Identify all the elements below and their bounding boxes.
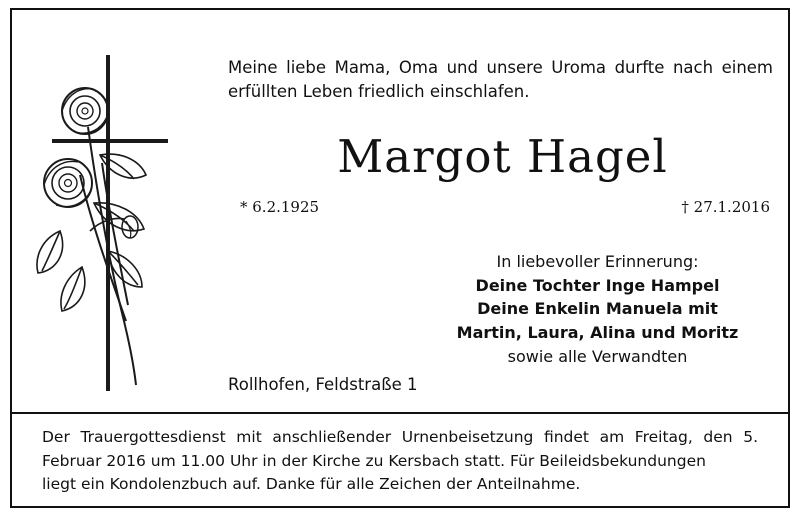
- dedication-heading: In liebevoller Erinnerung:: [496, 252, 699, 271]
- service-information: [42, 426, 758, 497]
- service-text-last-line: liegt ein Kondolenzbuch auf. Danke für alle Zeichen der Anteilnahme.: [42, 475, 581, 494]
- section-divider: [12, 412, 788, 414]
- dedication-closing-line: sowie alle Verwandten: [507, 346, 688, 366]
- service-text: Der Trauergottesdienst mit anschließender Urnenbeisetzung findet am Freitag, den 5. Februar 2016 um 11.00 Uhr in der Kirche zu Kersbach statt. Für Beileidsbekundungen: [42, 428, 758, 470]
- dedication-line-2: Deine Enkelin Manuela mit: [477, 299, 718, 319]
- dedication-line-3: Martin, Laura, Alina und Moritz: [456, 323, 739, 343]
- deceased-name: Margot Hagel: [337, 130, 668, 183]
- birth-date: * 6.2.1925: [240, 198, 320, 216]
- address-line: Rollhofen, Feldstraße 1: [228, 375, 418, 394]
- dedication-block: [420, 250, 775, 368]
- cross-with-roses-icon: [30, 55, 190, 395]
- life-dates: [240, 198, 770, 216]
- intro-text: Meine liebe Mama, Oma und unsere Uroma durfte nach einem erfüllten Leben friedlich einschlafen.: [228, 58, 773, 101]
- dedication-line-1: Deine Tochter Inge Hampel: [475, 275, 720, 295]
- death-date: † 27.1.2016: [681, 198, 770, 216]
